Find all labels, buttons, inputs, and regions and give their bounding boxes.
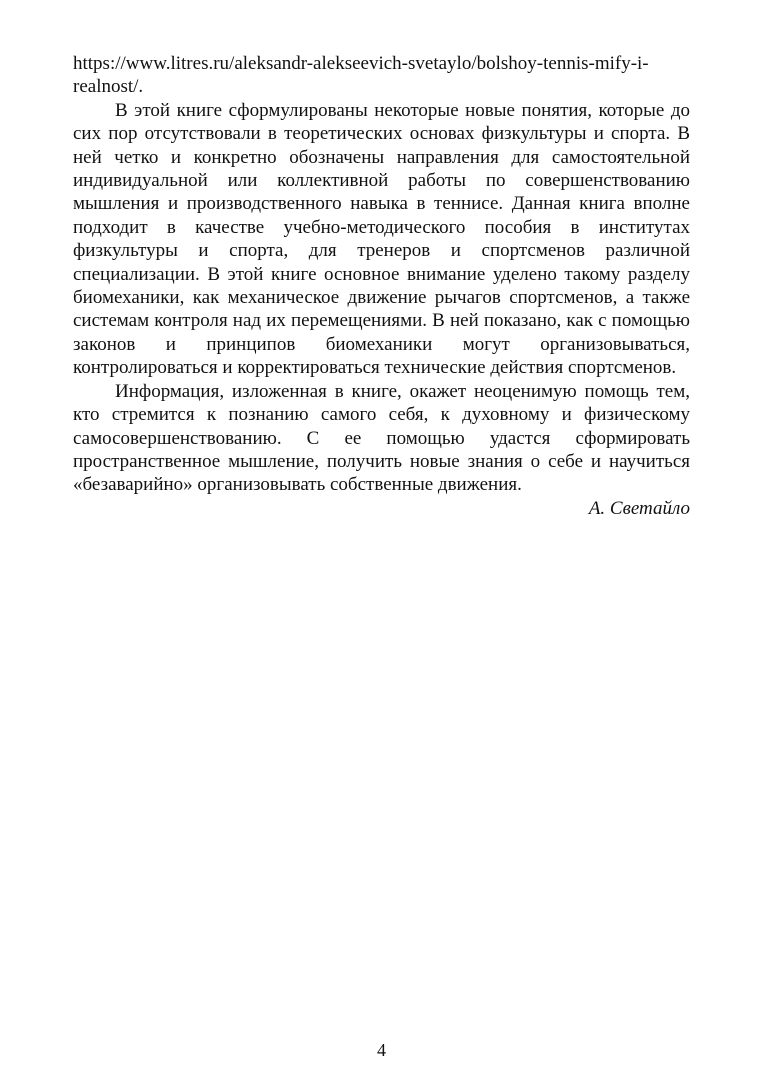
source-url-line-1: https://www.litres.ru/aleksandr-alekseevich-svetaylo/bolshoy-tennis-mify-i- — [73, 53, 649, 74]
author-signature: А. Светайло — [588, 497, 690, 519]
source-url-line-2: realnost/. — [73, 76, 144, 98]
page-body-text — [73, 52, 690, 520]
paragraph-1: В этой книге сформулированы некоторые новые понятия, которые до сих пор отсутствовали в теоретических основах физкультуры и спорта. В ней четко и конкретно обозначены направления для самостоятельной индивидуальной или коллективной работы по совершенствованию мышления и производственного навыка в теннисе. Данная книга вполне подходит в качестве учебно-методического пособия в институтах физкультуры и спорта, для тренеров и спортсменов различной специализации. В этой книге основное внимание уделено такому разделу биомеханики, как механическое движение рычагов спортсменов, а также системам контроля над их перемещениями. В ней показано, как с помощью законов и принципов биомеханики могут организовываться, контролироваться и корректироваться технические действия спортсменов. — [73, 99, 690, 379]
page-number: 4 — [377, 1040, 386, 1060]
paragraph-2: Информация, изложенная в книге, окажет неоценимую помощь тем, кто стремится к познанию самого себя, к духовному и физическому самосовершенствованию. С ее помощью удастся сформировать пространственное мышление, получить новые знания о себе и научиться «безаварийно» организовывать собственные движения. — [73, 380, 690, 496]
source-url — [73, 52, 690, 99]
